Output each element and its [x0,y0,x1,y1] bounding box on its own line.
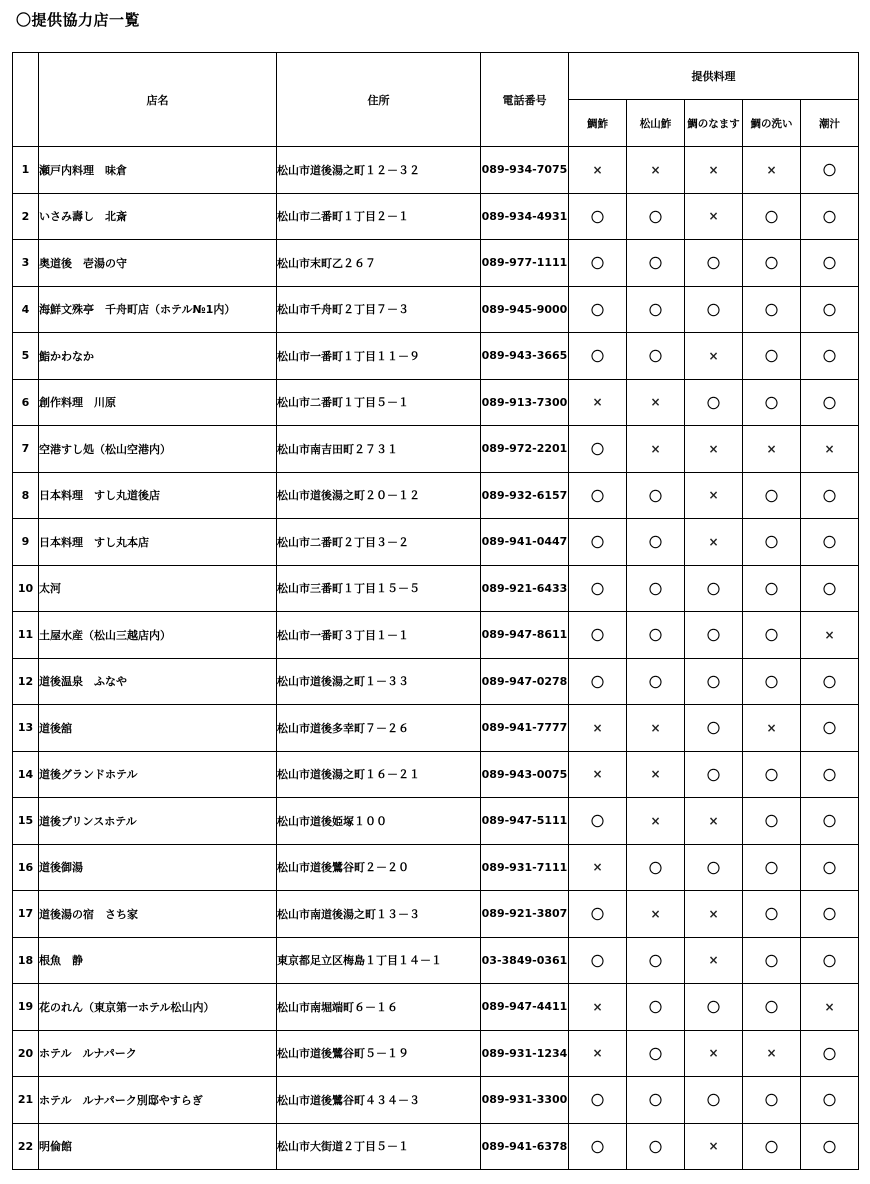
dish-availability-mark: × [569,147,627,194]
dish-availability-mark: 〇 [685,612,743,659]
store-name: 瀬戸内料理 味倉 [39,147,277,194]
dish-availability-mark: × [569,1030,627,1077]
dish-availability-mark: 〇 [743,612,801,659]
dish-availability-mark: 〇 [627,1123,685,1170]
store-phone: 089-941-0447 [481,519,569,566]
dish-availability-mark: 〇 [801,844,859,891]
dish-availability-mark: 〇 [569,240,627,287]
dish-availability-mark: × [685,891,743,938]
dish-availability-mark: 〇 [569,519,627,566]
dish-availability-mark: 〇 [685,379,743,426]
store-name: いさみ壽し 北斎 [39,193,277,240]
dish-availability-mark: 〇 [685,844,743,891]
store-name: 明倫館 [39,1123,277,1170]
table-row [13,705,859,752]
store-phone: 089-921-3807 [481,891,569,938]
dish-availability-mark: 〇 [685,240,743,287]
dish-availability-mark: × [685,519,743,566]
table-row [13,891,859,938]
dish-availability-mark: 〇 [801,333,859,380]
dish-availability-mark: 〇 [685,751,743,798]
header-phone: 電話番号 [481,53,569,147]
dish-availability-mark: × [569,844,627,891]
store-address: 松山市二番町１丁目５－１ [277,379,481,426]
store-name: 太河 [39,565,277,612]
store-phone: 089-931-7111 [481,844,569,891]
store-name: ホテル ルナパーク [39,1030,277,1077]
header-address: 住所 [277,53,481,147]
dish-availability-mark: 〇 [569,1077,627,1124]
dish-availability-mark: 〇 [801,472,859,519]
dish-availability-mark: 〇 [627,240,685,287]
dish-availability-mark: × [569,751,627,798]
dish-availability-mark: 〇 [743,937,801,984]
store-name: 道後温泉 ふなや [39,658,277,705]
dish-availability-mark: 〇 [801,658,859,705]
dish-availability-mark: 〇 [801,519,859,566]
table-row [13,658,859,705]
dish-availability-mark: 〇 [743,844,801,891]
table-row [13,798,859,845]
store-phone: 089-947-0278 [481,658,569,705]
dish-availability-mark: 〇 [801,1123,859,1170]
header-dish: 鯛のなます [685,100,743,147]
dish-availability-mark: 〇 [801,565,859,612]
store-address: 松山市一番町１丁目１１－９ [277,333,481,380]
dish-availability-mark: 〇 [627,844,685,891]
store-phone: 089-947-8611 [481,612,569,659]
dish-availability-mark: 〇 [627,658,685,705]
store-name: 土屋水産（松山三越店内） [39,612,277,659]
store-address: 松山市南吉田町２７３１ [277,426,481,473]
dish-availability-mark: × [627,891,685,938]
dish-availability-mark: × [627,147,685,194]
dish-availability-mark: 〇 [743,1077,801,1124]
table-row [13,426,859,473]
store-address: 松山市南道後湯之町１３－３ [277,891,481,938]
row-number: 4 [13,286,39,333]
store-address: 松山市道後鷺谷町４３４－３ [277,1077,481,1124]
store-phone: 089-947-4411 [481,984,569,1031]
store-name: 道後グランドホテル [39,751,277,798]
dish-availability-mark: 〇 [743,751,801,798]
row-number: 2 [13,193,39,240]
table-row [13,844,859,891]
store-phone: 089-934-4931 [481,193,569,240]
store-name: 日本料理 すし丸本店 [39,519,277,566]
dish-availability-mark: 〇 [801,193,859,240]
row-number: 8 [13,472,39,519]
store-address: 松山市道後鷺谷町５－１９ [277,1030,481,1077]
dish-availability-mark: 〇 [685,565,743,612]
dish-availability-mark: 〇 [569,658,627,705]
row-number: 12 [13,658,39,705]
row-number: 17 [13,891,39,938]
row-number: 5 [13,333,39,380]
store-phone: 089-934-7075 [481,147,569,194]
dish-availability-mark: 〇 [685,984,743,1031]
dish-availability-mark: 〇 [743,286,801,333]
store-address: 松山市道後湯之町１－３３ [277,658,481,705]
store-name: 空港すし処（松山空港内） [39,426,277,473]
store-address: 松山市一番町３丁目１－１ [277,612,481,659]
dish-availability-mark: × [685,798,743,845]
page-title: 〇提供協力店一覧 [16,11,141,29]
dish-availability-mark: 〇 [801,937,859,984]
dish-availability-mark: × [685,147,743,194]
store-phone: 089-921-6433 [481,565,569,612]
dish-availability-mark: 〇 [627,984,685,1031]
table-row [13,1030,859,1077]
store-phone: 089-931-3300 [481,1077,569,1124]
dish-availability-mark: × [743,426,801,473]
dish-availability-mark: 〇 [627,565,685,612]
row-number: 13 [13,705,39,752]
dish-availability-mark: × [569,984,627,1031]
dish-availability-mark: × [627,379,685,426]
row-number: 11 [13,612,39,659]
table-row [13,519,859,566]
store-address: 松山市道後湯之町２０－１２ [277,472,481,519]
store-address: 松山市道後姫塚１００ [277,798,481,845]
dish-availability-mark: 〇 [569,565,627,612]
dish-availability-mark: × [801,426,859,473]
table-row [13,193,859,240]
dish-availability-mark: 〇 [569,798,627,845]
dish-availability-mark: × [685,1123,743,1170]
dish-availability-mark: × [743,1030,801,1077]
dish-availability-mark: 〇 [569,193,627,240]
dish-availability-mark: 〇 [743,472,801,519]
row-number: 7 [13,426,39,473]
store-table [12,52,859,1170]
store-phone: 089-977-1111 [481,240,569,287]
dish-availability-mark: 〇 [685,705,743,752]
dish-availability-mark: 〇 [685,1077,743,1124]
dish-availability-mark: × [685,333,743,380]
table-row [13,240,859,287]
store-phone: 089-941-6378 [481,1123,569,1170]
header-no [13,53,39,147]
dish-availability-mark: 〇 [743,565,801,612]
dish-availability-mark: × [627,798,685,845]
store-name: 道後湯の宿 さち家 [39,891,277,938]
dish-availability-mark: 〇 [569,333,627,380]
dish-availability-mark: 〇 [569,891,627,938]
row-number: 22 [13,1123,39,1170]
dish-availability-mark: 〇 [801,891,859,938]
dish-availability-mark: 〇 [685,658,743,705]
header-dish: 鯛の洗い [743,100,801,147]
dish-availability-mark: 〇 [569,286,627,333]
dish-availability-mark: 〇 [801,705,859,752]
row-number: 6 [13,379,39,426]
store-phone: 03-3849-0361 [481,937,569,984]
dish-availability-mark: 〇 [685,286,743,333]
dish-availability-mark: 〇 [627,472,685,519]
dish-availability-mark: 〇 [627,193,685,240]
dish-availability-mark: 〇 [801,1030,859,1077]
dish-availability-mark: 〇 [743,891,801,938]
dish-availability-mark: × [685,426,743,473]
dish-availability-mark: 〇 [569,1123,627,1170]
table-row [13,147,859,194]
row-number: 16 [13,844,39,891]
store-phone: 089-931-1234 [481,1030,569,1077]
row-number: 20 [13,1030,39,1077]
dish-availability-mark: 〇 [627,519,685,566]
table-row [13,984,859,1031]
dish-availability-mark: × [627,705,685,752]
table-row [13,1123,859,1170]
store-name: 鮨かわなか [39,333,277,380]
dish-availability-mark: × [801,612,859,659]
dish-availability-mark: 〇 [743,519,801,566]
store-phone: 089-943-0075 [481,751,569,798]
table-row [13,565,859,612]
store-address: 松山市道後湯之町１６－２１ [277,751,481,798]
dish-availability-mark: 〇 [743,240,801,287]
dish-availability-mark: 〇 [801,286,859,333]
store-name: 創作料理 川原 [39,379,277,426]
header-name: 店名 [39,53,277,147]
store-name: ホテル ルナパーク別邸やすらぎ [39,1077,277,1124]
store-phone: 089-932-6157 [481,472,569,519]
row-number: 19 [13,984,39,1031]
table-row [13,379,859,426]
dish-availability-mark: 〇 [743,379,801,426]
dish-availability-mark: 〇 [569,426,627,473]
dish-availability-mark: 〇 [627,1077,685,1124]
dish-availability-mark: × [685,1030,743,1077]
row-number: 18 [13,937,39,984]
store-name: 奥道後 壱湯の守 [39,240,277,287]
table-header [13,53,859,147]
dish-availability-mark: 〇 [627,612,685,659]
row-number: 10 [13,565,39,612]
header-dish: 鯛鮓 [569,100,627,147]
dish-availability-mark: 〇 [627,286,685,333]
dish-availability-mark: × [801,984,859,1031]
row-number: 14 [13,751,39,798]
dish-availability-mark: × [685,937,743,984]
store-address: 松山市大街道２丁目５－１ [277,1123,481,1170]
dish-availability-mark: × [627,751,685,798]
dish-availability-mark: × [569,705,627,752]
row-number: 9 [13,519,39,566]
store-address: 松山市三番町１丁目１５－５ [277,565,481,612]
store-address: 東京都足立区梅島１丁目１４－１ [277,937,481,984]
dish-availability-mark: 〇 [627,1030,685,1077]
table-row [13,937,859,984]
store-address: 松山市千舟町２丁目７－３ [277,286,481,333]
dish-availability-mark: × [743,147,801,194]
store-name: 花のれん（東京第一ホテル松山内） [39,984,277,1031]
dish-availability-mark: 〇 [801,379,859,426]
store-phone: 089-941-7777 [481,705,569,752]
store-phone: 089-913-7300 [481,379,569,426]
dish-availability-mark: × [685,193,743,240]
dish-availability-mark: × [569,379,627,426]
dish-availability-mark: × [627,426,685,473]
table-row [13,286,859,333]
table-row [13,472,859,519]
dish-availability-mark: 〇 [801,751,859,798]
row-number: 1 [13,147,39,194]
table-row [13,333,859,380]
dish-availability-mark: 〇 [801,798,859,845]
dish-availability-mark: 〇 [743,658,801,705]
store-phone: 089-943-3665 [481,333,569,380]
store-address: 松山市二番町２丁目３－２ [277,519,481,566]
dish-availability-mark: 〇 [627,333,685,380]
store-address: 松山市末町乙２６７ [277,240,481,287]
dish-availability-mark: × [743,705,801,752]
store-phone: 089-945-9000 [481,286,569,333]
table-row [13,751,859,798]
store-name: 日本料理 すし丸道後店 [39,472,277,519]
store-name: 根魚 静 [39,937,277,984]
dish-availability-mark: 〇 [743,798,801,845]
dish-availability-mark: 〇 [569,937,627,984]
header-dish: 潮汁 [801,100,859,147]
store-address: 松山市道後湯之町１２－３２ [277,147,481,194]
store-address: 松山市道後多幸町７－２６ [277,705,481,752]
store-name: 道後御湯 [39,844,277,891]
row-number: 21 [13,1077,39,1124]
dish-availability-mark: 〇 [743,984,801,1031]
header-dishes-group: 提供料理 [569,53,859,100]
store-phone: 089-947-5111 [481,798,569,845]
dish-availability-mark: 〇 [569,612,627,659]
dish-availability-mark: 〇 [801,147,859,194]
row-number: 3 [13,240,39,287]
row-number: 15 [13,798,39,845]
dish-availability-mark: 〇 [743,193,801,240]
header-dish: 松山鮓 [627,100,685,147]
dish-availability-mark: × [685,472,743,519]
store-phone: 089-972-2201 [481,426,569,473]
dish-availability-mark: 〇 [569,472,627,519]
dish-availability-mark: 〇 [743,333,801,380]
dish-availability-mark: 〇 [801,240,859,287]
store-name: 海鮮文殊亭 千舟町店（ホテル№1内） [39,286,277,333]
table-row [13,1077,859,1124]
store-name: 道後舘 [39,705,277,752]
table-body [13,147,859,1170]
store-name: 道後プリンスホテル [39,798,277,845]
dish-availability-mark: 〇 [801,1077,859,1124]
table-row [13,612,859,659]
store-address: 松山市南堀端町６－１６ [277,984,481,1031]
dish-availability-mark: 〇 [743,1123,801,1170]
dish-availability-mark: 〇 [627,937,685,984]
store-address: 松山市二番町１丁目２－１ [277,193,481,240]
store-address: 松山市道後鷺谷町２－２０ [277,844,481,891]
